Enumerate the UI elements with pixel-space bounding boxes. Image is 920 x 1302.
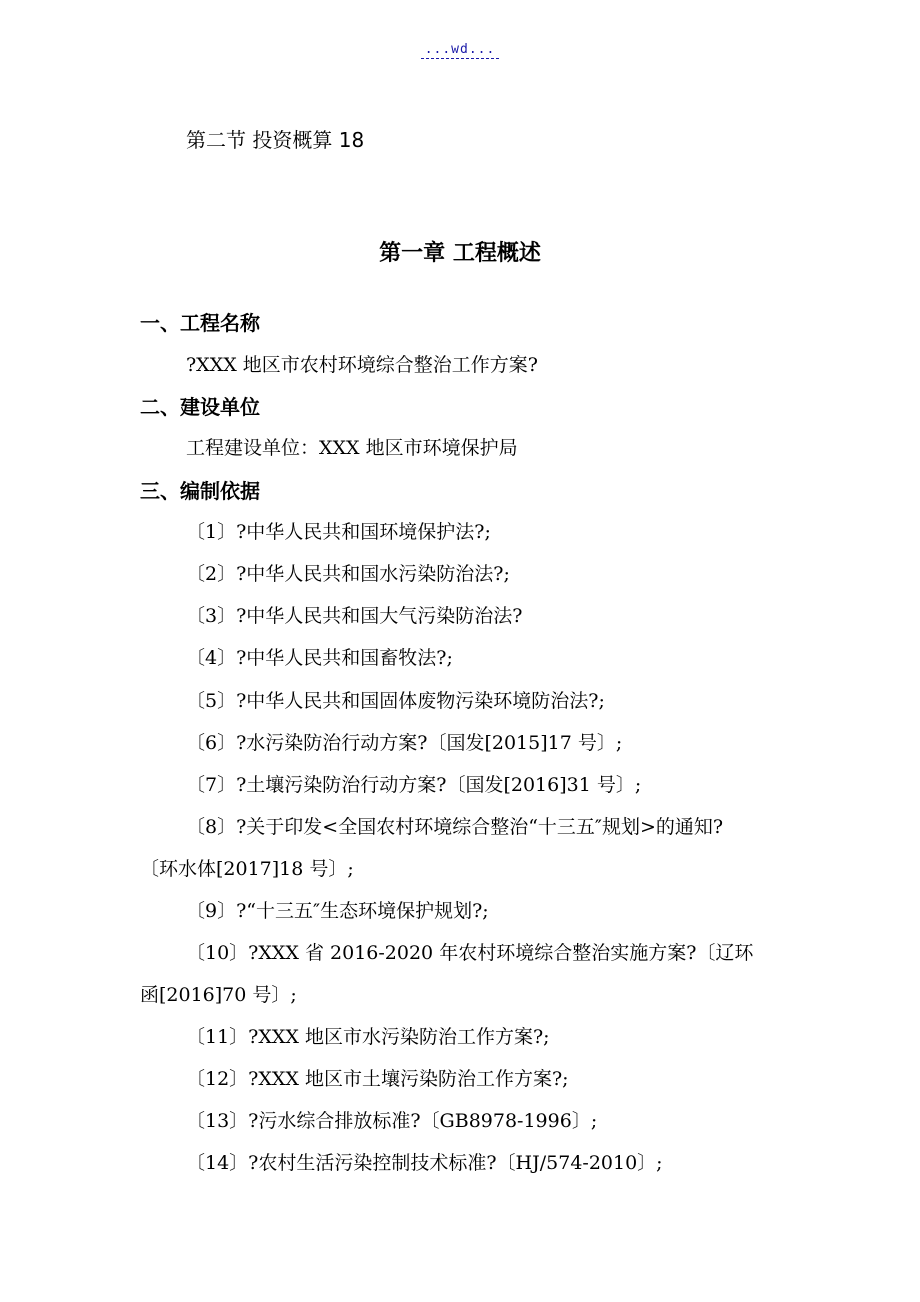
basis-item: 〔13〕?污水综合排放标准?〔GB8978-1996〕;: [186, 1110, 598, 1132]
section-heading-basis: 三、编制依据: [140, 479, 260, 503]
basis-item: 〔14〕?农村生活污染控制技术标准?〔HJ/574-2010〕;: [186, 1152, 663, 1174]
basis-item: 〔9〕?“十三五″生态环境保护规划?;: [186, 900, 489, 922]
basis-item: 〔6〕?水污染防治行动方案?〔国发[2015]17 号〕;: [186, 732, 623, 754]
basis-item: 〔7〕?土壤污染防治行动方案?〔国发[2016]31 号〕;: [186, 774, 642, 796]
basis-item: 〔4〕?中华人民共和国畜牧法?;: [186, 647, 453, 669]
basis-item-continuation: 〔环水体[2017]18 号〕;: [140, 858, 354, 880]
section-heading-project-name: 一、工程名称: [140, 311, 260, 335]
header-mark-text: ...wd...: [421, 42, 500, 59]
basis-item: 〔2〕?中华人民共和国水污染防治法?;: [186, 563, 510, 585]
header-watermark: [0, 42, 920, 59]
basis-item: 〔3〕?中华人民共和国大气污染防治法?: [186, 605, 523, 627]
basis-item: 〔12〕?XXX 地区市土壤污染防治工作方案?;: [186, 1068, 569, 1090]
basis-item: 〔8〕?关于印发<全国农村环境综合整治“十三五″规划>的通知?: [186, 816, 724, 838]
chapter-title: 第一章 工程概述: [379, 241, 541, 266]
toc-entry: 第二节 投资概算 18: [186, 128, 365, 152]
basis-item: 〔1〕?中华人民共和国环境保护法?;: [186, 521, 491, 543]
builder-line: 工程建设单位：XXX 地区市环境保护局: [186, 437, 518, 459]
basis-item-continuation: 函[2016]70 号〕;: [140, 984, 297, 1006]
project-name-line: ?XXX 地区市农村环境综合整治工作方案?: [186, 354, 538, 376]
basis-item: 〔5〕?中华人民共和国固体废物污染环境防治法?;: [186, 690, 605, 712]
basis-item: 〔11〕?XXX 地区市水污染防治工作方案?;: [186, 1026, 550, 1048]
section-heading-builder: 二、建设单位: [140, 395, 260, 419]
basis-item: 〔10〕?XXX 省 2016-2020 年农村环境综合整治实施方案?〔辽环: [186, 942, 754, 964]
